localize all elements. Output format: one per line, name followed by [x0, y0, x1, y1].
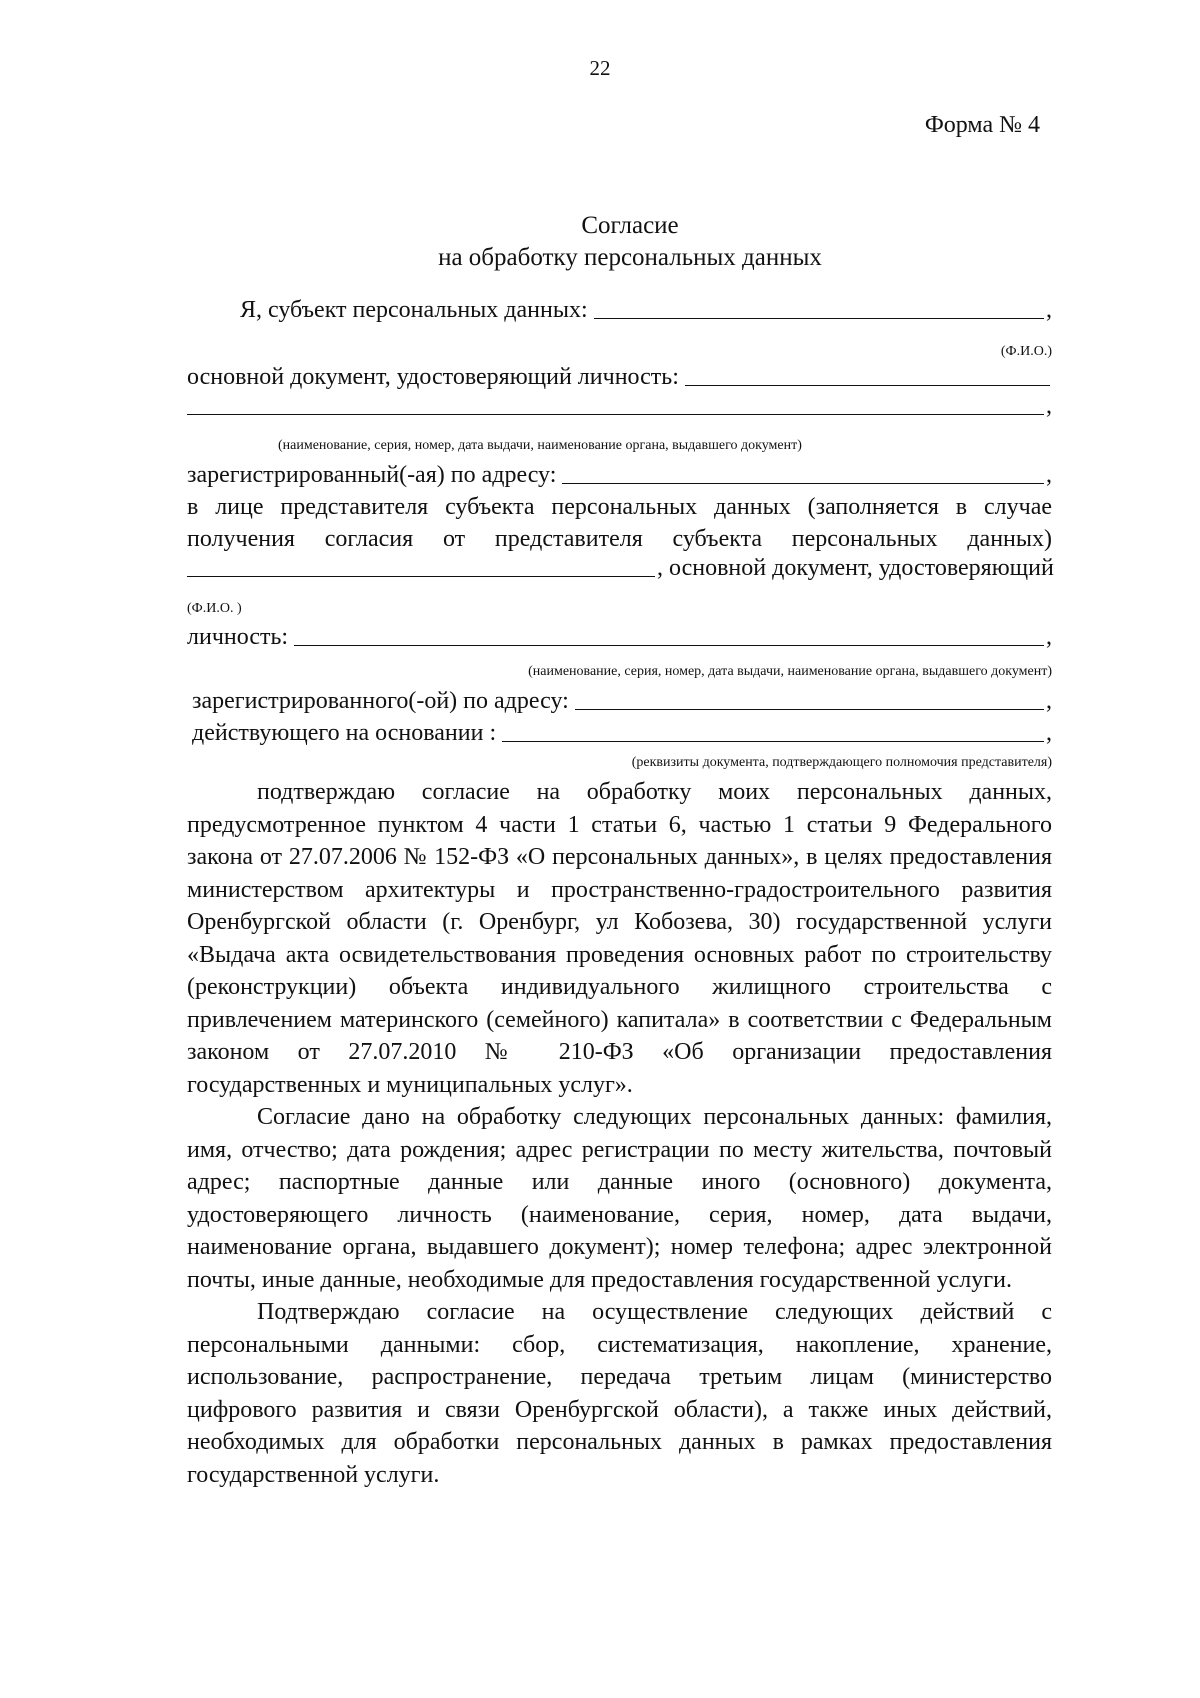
consent-paragraph-1: подтверждаю согласие на обработку моих персональных данных, предусмотренное пунктом 4 части 1 статьи 6, частью 1 статьи 9 Федерального закона от 27.07.2006 № 152-ФЗ «О персональных данных», в целях предоставления министерством архитектуры и пространственно-градостроительного развития Оренбургской области (г. Оренбург, ул Кобозева, 30) государственной услуги «Выдача акта освидетельствования проведения основных работ по строительству (реконструкции) объекта индивидуального жилищного строительства с привлечением материнского (семейного) капитала» в соответствии с Федеральным законом от 27.07.2010 № 210-ФЗ «Об организации предоставления государственных и муниципальных услуг». [187, 779, 1052, 1098]
representative-identity-caption: (наименование, серия, номер, дата выдачи, наименование органа, выдавшего документ) [528, 664, 1052, 679]
subject-name-label: Я, субъект персональных данных: [240, 297, 588, 323]
main-document-line[interactable] [685, 384, 1050, 386]
representative-name-line[interactable] [187, 575, 655, 577]
representative-identity-line[interactable] [294, 644, 1044, 646]
representative-address-label: зарегистрированного(-ой) по адресу: [192, 688, 569, 714]
representative-address-line[interactable] [575, 708, 1044, 710]
page-number: 22 [589, 56, 611, 80]
main-document-field-cont[interactable]: , [187, 393, 1052, 420]
registered-address-field[interactable]: зарегистрированный(-ая) по адресу: , [187, 462, 1052, 488]
acting-basis-field[interactable]: действующего на основании : , [192, 720, 1052, 746]
consent-paragraph-3: Подтверждаю согласие на осуществление следующих действий с персональными данными: сбор, систематизация, накопление, хранение, использование, распространение, передача третьим лицам (министерство цифрового развития и связи Оренбургской области), а также иных действий, необходимых для обработки персональных данных в рамках предоставления государственной услуги. [187, 1299, 1052, 1488]
registered-address-line[interactable] [562, 482, 1044, 484]
representative-identity-label: личность: [187, 624, 289, 650]
document-title: Согласие [581, 212, 679, 239]
subject-name-field[interactable]: Я, субъект персональных данных: , [240, 297, 1052, 323]
registered-address-label: зарегистрированный(-ая) по адресу: [187, 462, 557, 488]
subject-name-line[interactable] [594, 317, 1044, 319]
representative-text-1: в лице представителя субъекта персональных данных (заполняется в случае [187, 494, 1052, 520]
acting-basis-caption: (реквизиты документа, подтверждающего полномочия представителя) [631, 755, 1052, 770]
representative-address-field[interactable]: зарегистрированного(-ой) по адресу: , [192, 688, 1052, 714]
main-document-caption: (наименование, серия, номер, дата выдачи, наименование органа, выдавшего документ) [278, 438, 802, 453]
representative-identity-field[interactable]: личность: , [187, 624, 1052, 650]
consent-body [187, 776, 1052, 1491]
main-document-label: основной документ, удостоверяющий личность: [187, 364, 679, 390]
representative-name-field[interactable] [187, 555, 1052, 582]
subject-name-caption: (Ф.И.О.) [1000, 344, 1052, 359]
representative-doc-text: , основной документ, удостоверяющий [657, 555, 1054, 581]
main-document-line-2[interactable] [187, 413, 1044, 415]
representative-name-caption: (Ф.И.О. ) [187, 601, 242, 616]
main-document-field[interactable] [187, 364, 1052, 391]
consent-paragraph-2: Согласие дано на обработку следующих персональных данных: фамилия, имя, отчество; дата рождения; адрес регистрации по месту жительства, почтовый адрес; паспортные данные или данные иного (основного) документа, удостоверяющего личность (наименование, серия, номер, дата выдачи, наименование органа, выдавшего документ); номер телефона; адрес электронной почты, иные данные, необходимые для предоставления государственной услуги. [187, 1104, 1052, 1293]
acting-basis-label: действующего на основании : [192, 720, 497, 746]
form-number: Форма № 4 [924, 112, 1040, 138]
representative-text-2: получения согласия от представителя субъекта персональных данных) [187, 526, 1052, 552]
acting-basis-line[interactable] [502, 740, 1044, 742]
document-subtitle: на обработку персональных данных [438, 244, 822, 271]
